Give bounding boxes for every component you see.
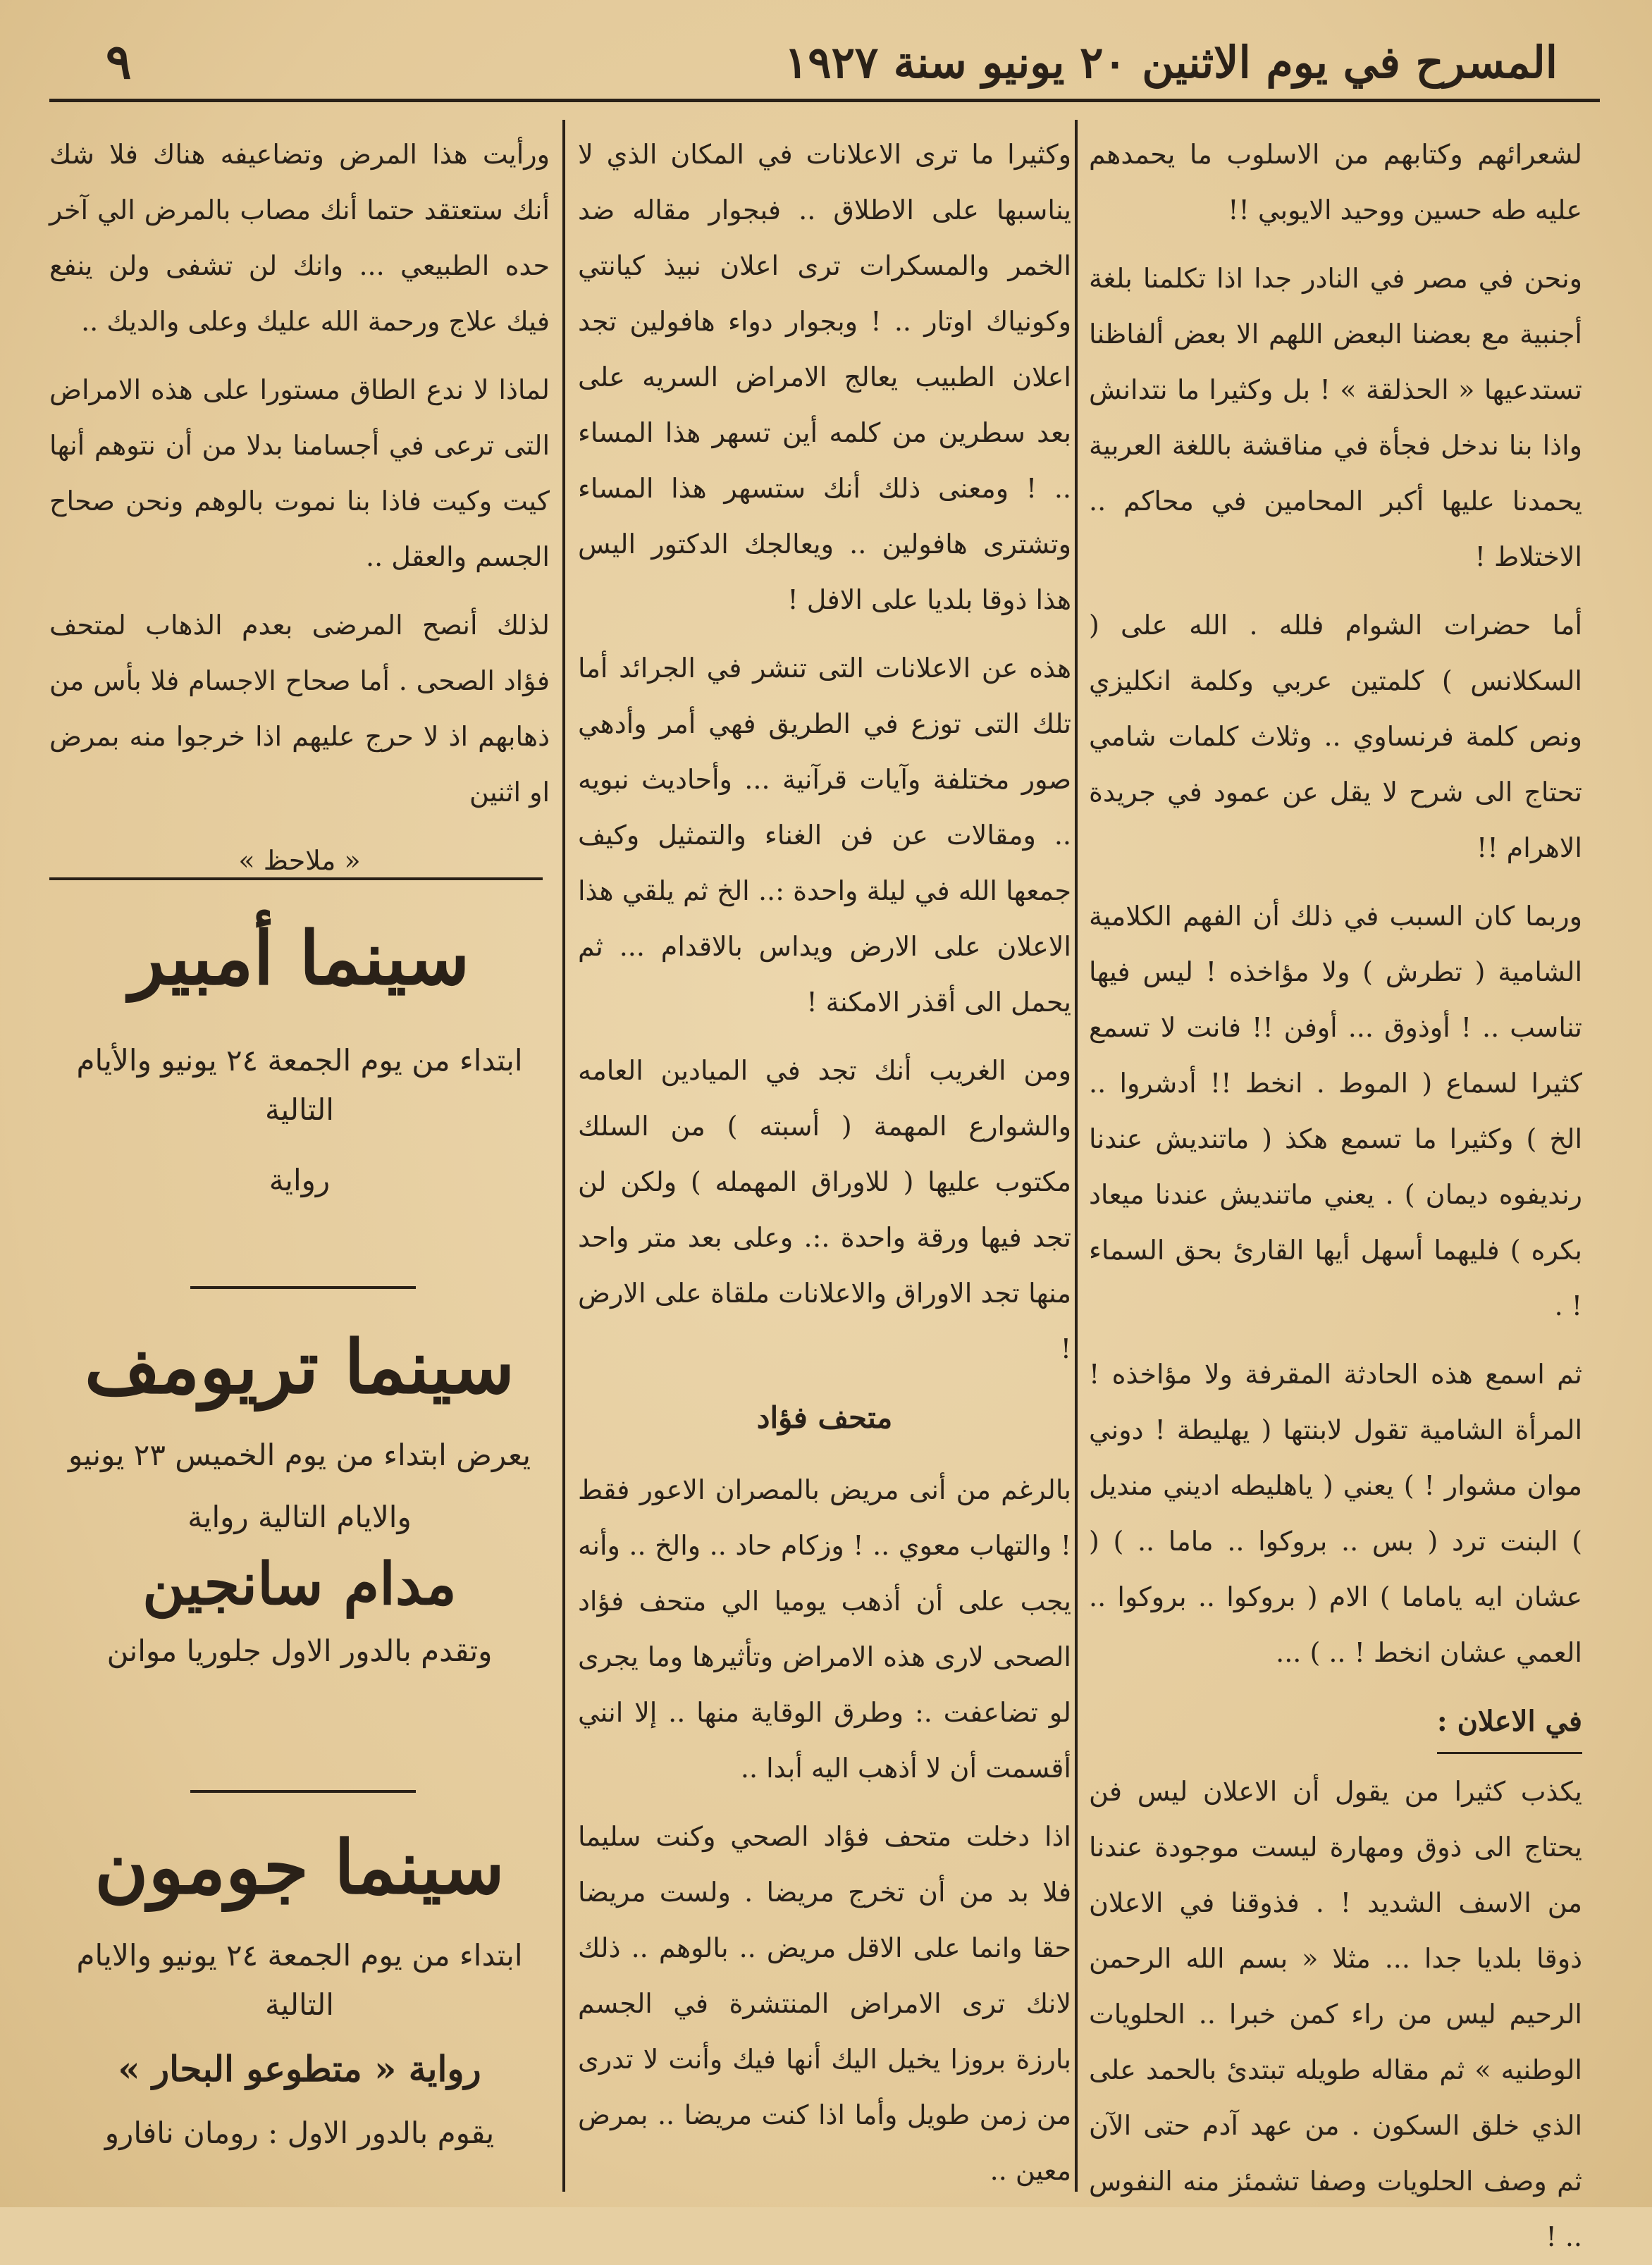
column-right: [1089, 127, 1582, 2252]
page-header: [49, 28, 1600, 102]
paragraph: أما حضرات الشوام فلله . الله على ( السكلانس ) كلمتين عربي وكلمة انكليزي ونص كلمة فرنساوي .. وثلاث كلمات شامي تحتاج الى شرح لا يقل عن عمود في جريدة الاهرام !!: [1089, 610, 1582, 863]
paragraph: ونحن في مصر في النادر جدا اذا تكلمنا بلغة أجنبية مع بعضنا البعض اللهم الا بعض ألفاظنا تستدعيها « الحذلقة » ! بل وكثيرا ما نتدانش واذا بنا ندخل فجأة في مناقشة باللغة العربية يحمدنا عليها أكبر المحامين في محاكم .. الاختلاط !: [1089, 263, 1582, 572]
ad-line: ابتداء من يوم الجمعة ٢٤ يونيو والأيام التالية: [76, 1043, 523, 1127]
paragraph: هذه عن الاعلانات التى تنشر في الجرائد أما تلك التى توزع في الطريق فهي أمر وأدهي صور مختلفة وآيات قرآنية ... وأحاديث نبويه .. ومقالات عن فن الغناء والتمثيل وكيف جمعها الله في ليلة واحدة :.. الخ ثم يلقي هذا الاعلان على الارض ويداس بالاقدام ... ثم يحمل الى أقذر الامكنة !: [578, 653, 1071, 1018]
paragraph: بالرغم من أنى مريض بالمصران الاعور فقط ! والتهاب معوي .. ! وزكام حاد .. والخ .. وأنه يجب على أن أذهب يوميا الي متحف فؤاد الصحى لارى هذه الامراض وتأثيرها وما يجرى لو تضاعفت .: وطرق الوقاية منها .. إلا انني أقسمت أن لا أذهب اليه أبدا ..: [578, 1474, 1071, 1784]
ad-line: يقوم بالدور الاول : رومان نافارو: [104, 2116, 495, 2150]
paragraph: اذا دخلت متحف فؤاد الصحي وكنت سليما فلا بد من أن تخرج مريضا . ولست مريضا حقا وانما على الاقل مريض .. بالوهم .. ذلك لانك ترى الامراض المنتشرة في الجسم بارزة بروزا يخيل اليك أنها فيك وأنت لا تدرى من زمن طويل وأما اذا كنت مريضا .. بمرض معين ..: [578, 1821, 1071, 2186]
paragraph: وكثيرا ما ترى الاعلانات في المكان الذي لا يناسبها على الاطلاق .. فبجوار مقاله ضد الخمر والمسكرات ترى اعلان نبيذ كيانتي وكونياك اوتار .. ! وبجوار دواء هافولين تجد اعلان الطبيب يعالج الامراض السريه على بعد سطرين من كلمه أين تسهر هذا المساء .. ! ومعنى ذلك أنك ستسهر هذا المساء وتشترى هافولين .. ويعالجك الدكتور اليس هذا ذوقا بلديا على الافل !: [578, 139, 1071, 615]
paragraph: لشعرائهم وكتابهم من الاسلوب ما يحمدهم عليه طه حسين ووحيد الايوبي !!: [1089, 139, 1582, 226]
section-heading-text: في الاعلان :: [1437, 1693, 1582, 1754]
ad-cinema-empire: [49, 909, 550, 1205]
column-left: [49, 127, 550, 888]
section-heading: [1089, 1693, 1582, 1754]
section-heading: متحف فؤاد: [756, 1400, 893, 1435]
ad-line: والايام التالية رواية: [187, 1500, 412, 1534]
section-rule: [190, 1790, 416, 1793]
ad-title: سينما أمبير: [129, 915, 470, 1001]
signature: « ملاحظ »: [238, 845, 361, 876]
ad-line: ابتداء من يوم الجمعة ٢٤ يونيو والايام التالية: [76, 1938, 523, 2022]
paragraph: يكذب كثيرا من يقول أن الاعلان ليس فن يحتاج الى ذوق ومهارة ليست موجودة عندنا من الاسف الشديد ! . فذوقنا في الاعلان ذوقا بلديا جدا ... مثلا « بسم الله الرحمن الرحيم ليس من راء كمن خبرا .. الحلويات الوطنيه » ثم مقاله طويله تبتدئ بالحمد على الذي خلق السكون . من عهد آدم حتى الآن ثم وصف الحلويات وصفا تشمئز منه النفوس .. !: [1089, 1776, 1582, 2252]
ad-cinema-triomphe: [49, 1318, 550, 1676]
ad-cinema-gaumont: [49, 1818, 550, 2158]
ad-film-title: مدام سانجين: [142, 1550, 457, 1618]
page-number: ٩: [106, 34, 132, 90]
section-rule: [49, 877, 543, 880]
paragraph: وربما كان السبب في ذلك أن الفهم الكلامية الشامية ( تطرش ) ولا مؤاخذه ! ليس فيها تناسب .. ! أوذوق ... أوفن !! فانت لا تسمع كثيرا لسماع ( الموط . انخط !! أدشروا .. الخ ) وكثيرا ما تسمع هكذ ( ماتنديش عندنا رنديفوه ديمان ) . يعني ماتنديش عندنا ميعاد بكره ) فليهما أسهل أيها القارئ بحق السماء ! .: [1089, 901, 1582, 1321]
ad-title: سينما تريومف: [84, 1323, 515, 1410]
paragraph: لذلك أنصح المرضى بعدم الذهاب لمتحف فؤاد الصحى . أما صحاح الاجسام فلا بأس من ذهابهم اذ لا حرج عليهم اذا خرجوا منه بمرض او اثنين: [49, 610, 550, 808]
column-middle: [578, 127, 1071, 2185]
ad-film-title: رواية « متطوعو البحار »: [118, 2048, 481, 2090]
column-divider: [1075, 120, 1078, 2192]
paragraph: لماذا لا ندع الطاق مستورا على هذه الامراض التى ترعى في أجسامنا بدلا من أن نتوهم أنها كيت وكيت فاذا بنا نموت بالوهم ونحن صحاح الجسم والعقل ..: [49, 374, 550, 572]
paragraph: ورأيت هذا المرض وتضاعيفه هناك فلا شك أنك ستعتقد حتما أنك مصاب بالمرض الي آخر حده الطبيعي ... وانك لن تشفى ولن ينفع فيك علاج ورحمة الله عليك وعلى والديك ..: [49, 139, 550, 337]
column-divider: [562, 120, 565, 2192]
ad-line: يعرض ابتداء من يوم الخميس ٢٣ يونيو: [68, 1438, 531, 1472]
section-rule: [190, 1286, 416, 1289]
paragraph: ثم اسمع هذه الحادثة المقرفة ولا مؤاخذه ! المرأة الشامية تقول لابنتها ( يهليطة ! دوني موان مشوار ! ) يعني ( ياهليطه اديني منديل ) البنت ترد ( بس .. بروكوا .. ماما .. ) ( عشان ايه ياماما ) الام ( بروكوا .. بروكوا .. العمي عشان انخط ! .. ) ...: [1089, 1359, 1582, 1668]
ad-line: رواية: [269, 1163, 331, 1197]
running-head: المسرح في يوم الاثنين ٢٠ يونيو سنة ١٩٢٧: [784, 37, 1558, 88]
ad-title: سينما جومون: [94, 1824, 505, 1911]
ad-line: وتقدم بالدور الاول جلوريا موانن: [106, 1634, 493, 1668]
paragraph: ومن الغريب أنك تجد في الميادين العامه والشوارع المهمة ( أسبته ) من السلك مكتوب عليها ( للاوراق المهمله ) ولكن لن تجد فيها ورقة واحدة .:. وعلى بعد متر واحد منها تجد الاوراق والاعلانات ملقاة على الارض !: [578, 1055, 1071, 1364]
